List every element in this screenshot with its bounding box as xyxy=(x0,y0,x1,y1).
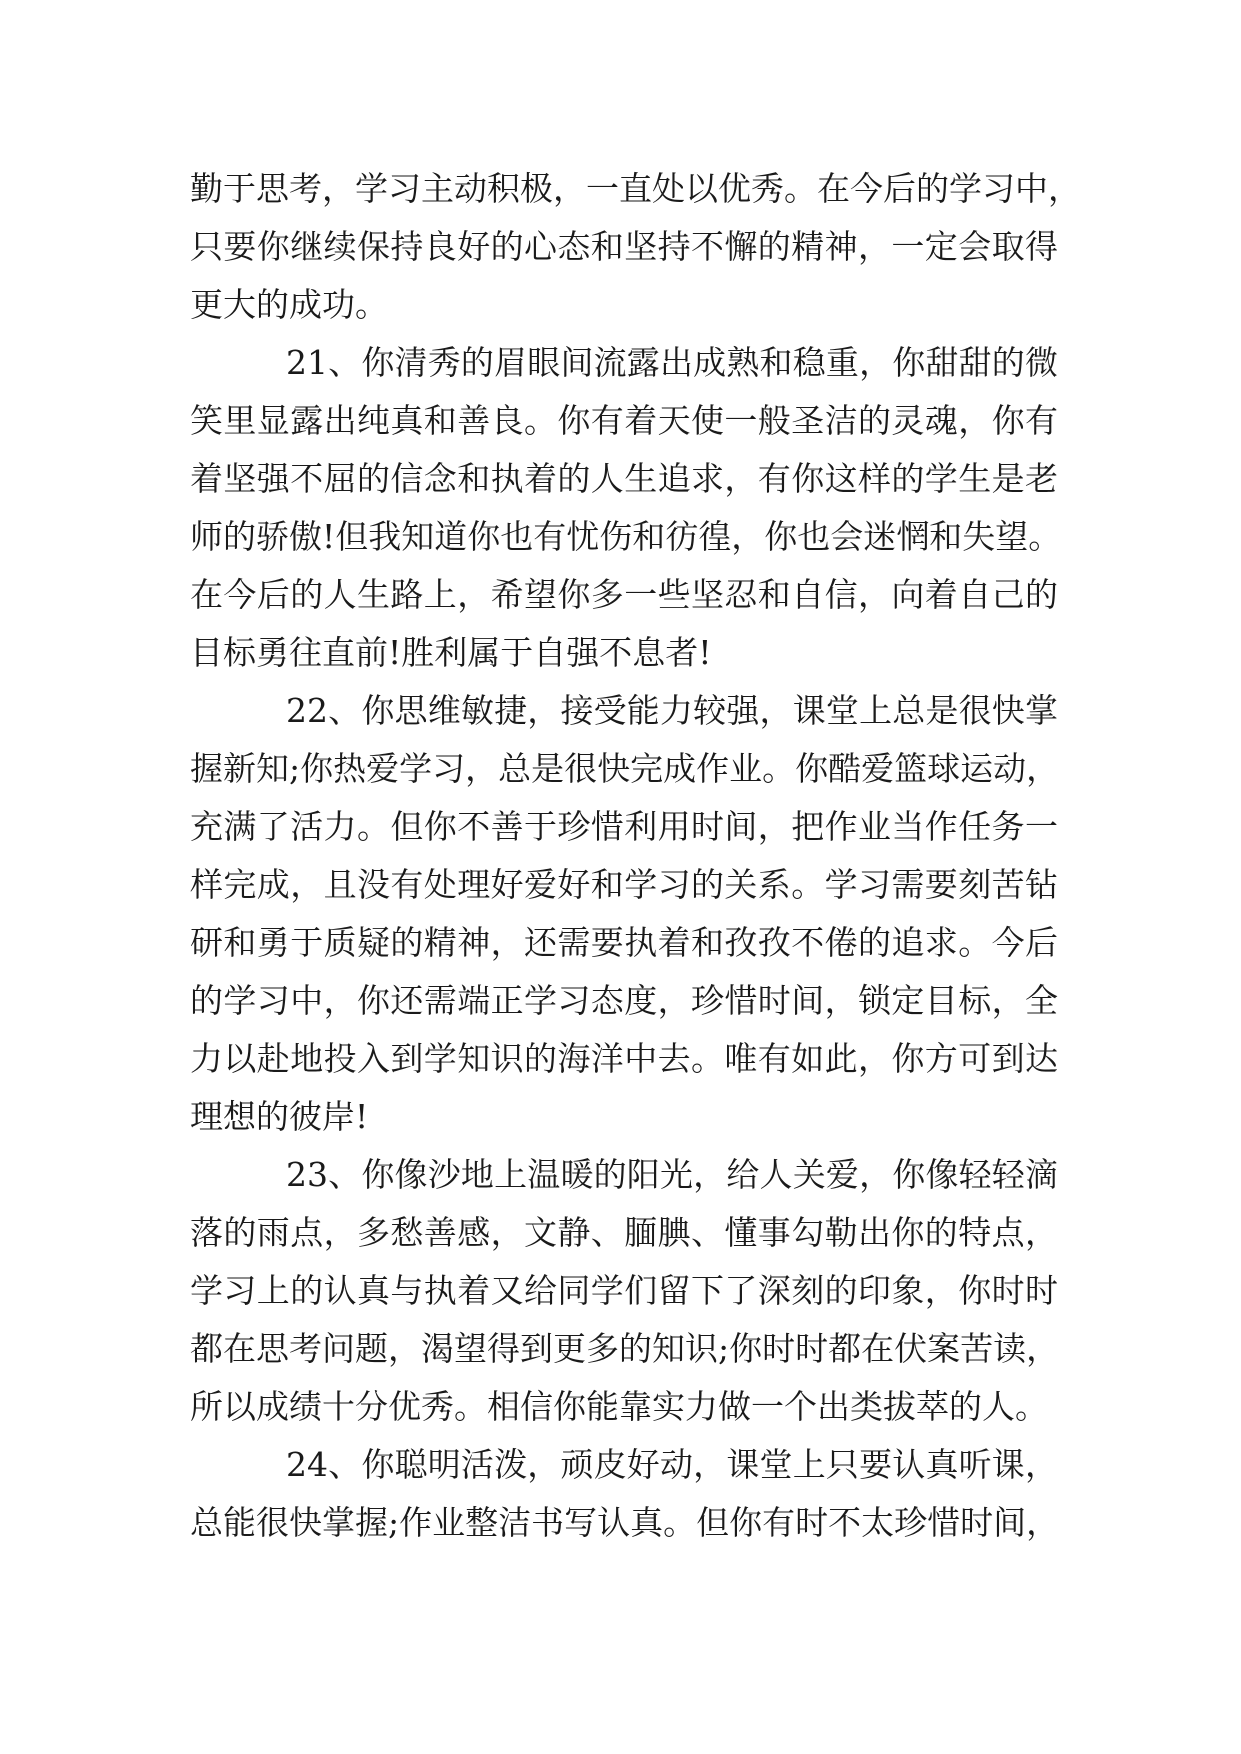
text-line: 在今后的人生路上，希望你多一些坚忍和自信，向着自己的 xyxy=(190,575,1058,614)
text-line: 笑里显露出纯真和善良。你有着天使一般圣洁的灵魂，你有 xyxy=(190,401,1058,440)
paragraph-start-22: 22、你思维敏捷，接受能力较强，课堂上总是很快掌 xyxy=(286,691,1058,730)
text-line: 的学习中，你还需端正学习态度，珍惜时间，锁定目标，全 xyxy=(190,981,1058,1020)
text-line: 总能很快掌握;作业整洁书写认真。但你有时不太珍惜时间， xyxy=(190,1503,1060,1542)
text-line: 落的雨点，多愁善感，文静、腼腆、懂事勾勒出你的特点， xyxy=(190,1213,1058,1252)
text-line: 更大的成功。 xyxy=(190,285,388,324)
text-line: 师的骄傲!但我知道你也有忧伤和彷徨，你也会迷惘和失望。 xyxy=(190,517,1062,556)
text-line: 只要你继续保持良好的心态和坚持不懈的精神，一定会取得 xyxy=(190,227,1058,266)
text-line: 目标勇往直前!胜利属于自强不息者! xyxy=(190,633,712,672)
text-line: 样完成，且没有处理好爱好和学习的关系。学习需要刻苦钻 xyxy=(190,865,1058,904)
text-line: 理想的彼岸! xyxy=(190,1097,369,1136)
text-line: 力以赴地投入到学知识的海洋中去。唯有如此，你方可到达 xyxy=(190,1039,1058,1078)
paragraph-start-23: 23、你像沙地上温暖的阳光，给人关爱，你像轻轻滴 xyxy=(286,1155,1058,1194)
text-line: 所以成绩十分优秀。相信你能靠实力做一个出类拔萃的人。 xyxy=(190,1387,1048,1426)
paragraph-start-21: 21、你清秀的眉眼间流露出成熟和稳重，你甜甜的微 xyxy=(286,343,1058,382)
text-line: 都在思考问题，渴望得到更多的知识;你时时都在伏案苦读， xyxy=(190,1329,1060,1368)
text-line: 着坚强不屈的信念和执着的人生追求，有你这样的学生是老 xyxy=(190,459,1058,498)
text-line: 握新知;你热爱学习，总是很快完成作业。你酷爱篮球运动， xyxy=(190,749,1060,788)
paragraph-start-24: 24、你聪明活泼，顽皮好动，课堂上只要认真听课， xyxy=(286,1445,1058,1484)
text-line: 勤于思考，学习主动积极，一直处以优秀。在今后的学习中， xyxy=(190,169,1081,208)
text-line: 充满了活力。但你不善于珍惜利用时间，把作业当作任务一 xyxy=(190,807,1058,846)
document-page xyxy=(190,160,1081,1552)
text-line: 研和勇于质疑的精神，还需要执着和孜孜不倦的追求。今后 xyxy=(190,923,1058,962)
text-line: 学习上的认真与执着又给同学们留下了深刻的印象，你时时 xyxy=(190,1271,1058,1310)
